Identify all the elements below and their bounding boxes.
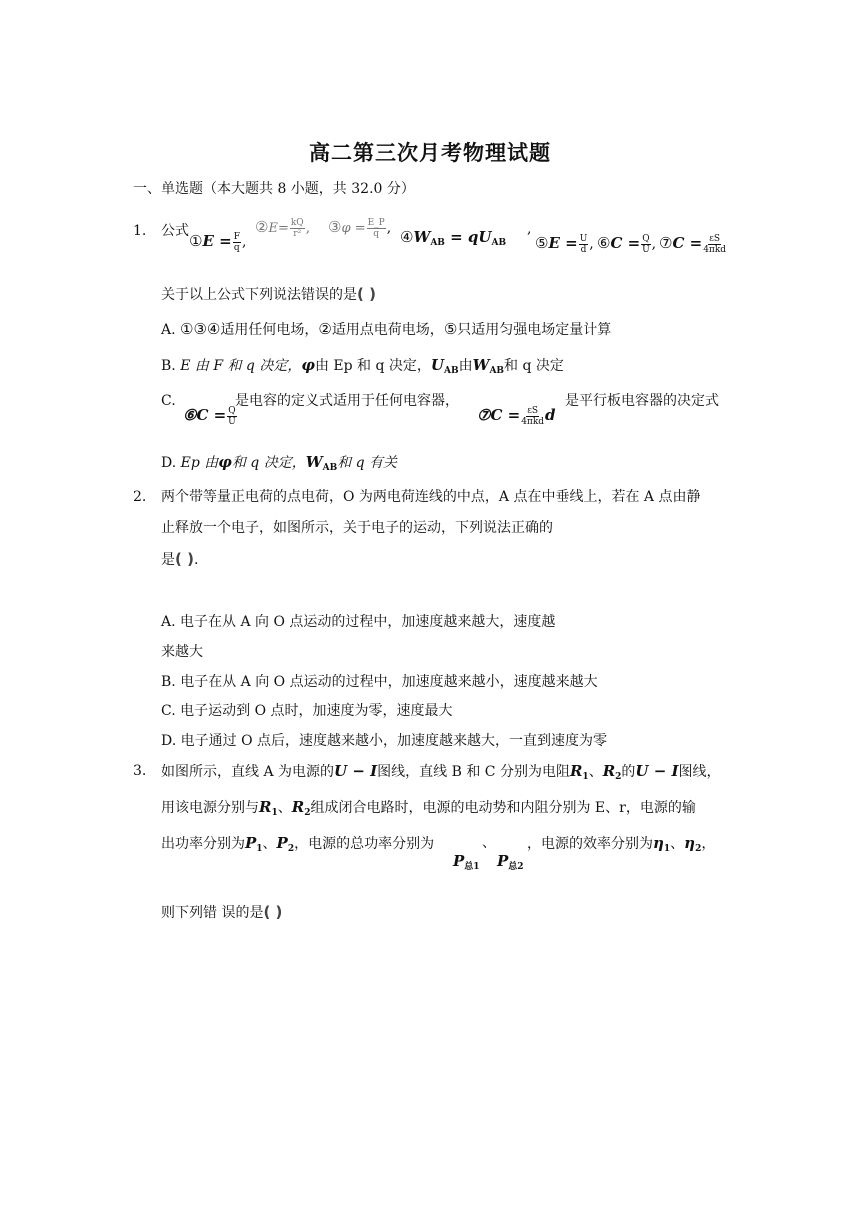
q1-option-c-prefix: C. bbox=[161, 393, 176, 409]
q3-line-2: 用该电源分别与$R_1$、$R_2$组成闭合电路时，电源的电动势和内阻分别为 E、r，电源的输 bbox=[161, 798, 696, 818]
q3-total-power-2: $P_{总2}$ bbox=[497, 852, 524, 872]
q2-option-d: D. 电子通过 O 点后，速度越来越小，加速度越来越大，一直到速度为零 bbox=[161, 733, 608, 749]
q1-option-c-formula-7: ⑦C = $\frac{\varepsilon S}{\text{4πkd}}$ d bbox=[477, 405, 556, 427]
q1-option-c-text2: 是平行板电容器的决定式 bbox=[565, 393, 719, 409]
q1-lead: 公式 bbox=[161, 223, 189, 239]
q2-line-1: 两个带等量正电荷的点电荷，O 为两电荷连线的中点，A 点在中垂线上，若在 A 点由静 bbox=[161, 489, 701, 505]
q1-formula-4: $④W_{AB} = qU_{AB}$ bbox=[400, 228, 507, 248]
q1-option-d: D. Ep 由φ和 q 决定，$W_{AB}$和 q 有关 bbox=[161, 453, 398, 473]
q2-option-c: C. 电子运动到 O 点时，加速度为零，速度最大 bbox=[161, 703, 453, 719]
q2-line-3: 是( ). bbox=[161, 550, 199, 568]
q1-number: 1. bbox=[133, 223, 147, 239]
page-title: 高二第三次月考物理试题 bbox=[309, 140, 551, 165]
q3-number: 3. bbox=[133, 763, 147, 779]
section-heading: 一、单选题（本大题共 8 小题，共 32.0 分） bbox=[133, 181, 415, 197]
q1-option-b: B. E 由 F 和 q 决定，φ由 Ep 和 q 决定，$U_{AB}$由$W_{AB}$和 q 决定 bbox=[161, 356, 564, 376]
q1-option-a: A. ①③④适用任何电场，②适用点电荷电场，⑤只适用匀强电场定量计算 bbox=[161, 320, 612, 338]
q3-total-power-sep: 、 bbox=[482, 835, 496, 851]
exam-page: 高二第三次月考物理试题 一、单选题（本大题共 8 小题，共 32.0 分） 1. 公式 ①E = $\frac{F}{q}$ , ②E= $\frac{kQ}{\text{r²}}$ , ③φ = $\frac{E\_P}{q}$ , $④W_{AB} = qU_{AB}$ , ⑤E = $\frac{U}{d}$ , ⑥C = $\frac{Q}{U}$ , ⑦C = $\frac{\varepsilon S}{\text{4πkd}}$ 关于以上公式下列说法错误的是( ) A. ①③④适用任何电场，②适用点电荷电场，⑤只适用匀强电场定量计算 B. E 由 F 和 q 决定，φ由 Ep 和 q 决定，$U_{AB}$由$W_{AB}$和 q 决定 C. ⑥C = $\frac{Q}{U}$ 是电容的定义式适用于任何电容器， ⑦C = $\frac{\varepsilon S}{\text{4πkd}}$ d 是平行板电容器的决定式 D. Ep 由φ和 q 决定，$W_{AB}$和 q 有关 2. 两个带等量正电荷的点电荷，O 为两电荷连线的中点，A 点在中垂线上，若在 A 点由静 止释放一个电子，如图所示，关于电子的运动，下列说法正确的 是( ). A. 电子在从 A 向 O 点运动的过程中，加速度越来越大，速度越 来越大 B. 电子在从 A 向 O 点运动的过程中，加速度越来越小，速度越来越大 C. 电子运动到 O 点时，加速度为零，速度最大 D. 电子通过 O 点后，速度越来越小，加速度越来越大，一直到速度为零 3. 如图所示，直线 A 为电源的U − I图线，直线 B 和 C 分别为电阻$R_1$、$R_2$的U − I图线， 用该电源分别与$R_1$、$R_2$组成闭合电路时，电源的电动势和内阻分别为 E、r，电源的输 出功率分别为$P_1$、$P_2$，电源的总功率分别为 、 ，电源的效率分别为$\eta_1$、$\eta_2$， $P_{总1}$ $P_{总2}$ 则下列错 误的是( ) bbox=[0, 0, 860, 1216]
q2-option-a: A. 电子在从 A 向 O 点运动的过程中，加速度越来越大，速度越 bbox=[161, 614, 556, 630]
q1-option-c-text1: 是电容的定义式适用于任何电容器， bbox=[235, 393, 459, 409]
q1-option-c-formula-6: ⑥C = $\frac{Q}{U}$ bbox=[183, 405, 236, 427]
q3-stem: 则下列错 误的是( ) bbox=[161, 903, 283, 921]
q2-line-2: 止释放一个电子，如图所示，关于电子的运动，下列说法正确的 bbox=[161, 520, 553, 536]
q1-formula-1: ①E = $\frac{F}{q}$ , bbox=[189, 231, 247, 253]
q3-line-3: 出功率分别为$P_1$、$P_2$，电源的总功率分别为 bbox=[161, 834, 435, 854]
q1-formula-5: ⑤E = $\frac{U}{d}$ , bbox=[535, 233, 594, 255]
q2-option-a-cont: 来越大 bbox=[161, 644, 203, 660]
q1-formula-6: ⑥C = $\frac{Q}{U}$ , bbox=[597, 233, 657, 255]
q1-formula-7: ⑦C = $\frac{\varepsilon S}{\text{4πkd}}$ bbox=[659, 233, 727, 255]
q3-total-power-1: $P_{总1}$ bbox=[453, 852, 480, 872]
q2-option-b: B. 电子在从 A 向 O 点运动的过程中，加速度越来越小，速度越来越大 bbox=[161, 674, 598, 690]
q1-formula-3: ③φ = $\frac{E\_P}{q}$ , bbox=[328, 217, 392, 239]
q2-number: 2. bbox=[133, 489, 147, 505]
q1-formula-2: ②E= $\frac{kQ}{\text{r²}}$ , bbox=[255, 217, 311, 239]
q3-line-1: 如图所示，直线 A 为电源的U − I图线，直线 B 和 C 分别为电阻$R_1$、$R_2$的U − I图线， bbox=[161, 762, 721, 782]
q1-stem: 关于以上公式下列说法错误的是( ) bbox=[161, 285, 376, 303]
q3-line-3-tail: ，电源的效率分别为$\eta_1$、$\eta_2$， bbox=[527, 834, 716, 854]
